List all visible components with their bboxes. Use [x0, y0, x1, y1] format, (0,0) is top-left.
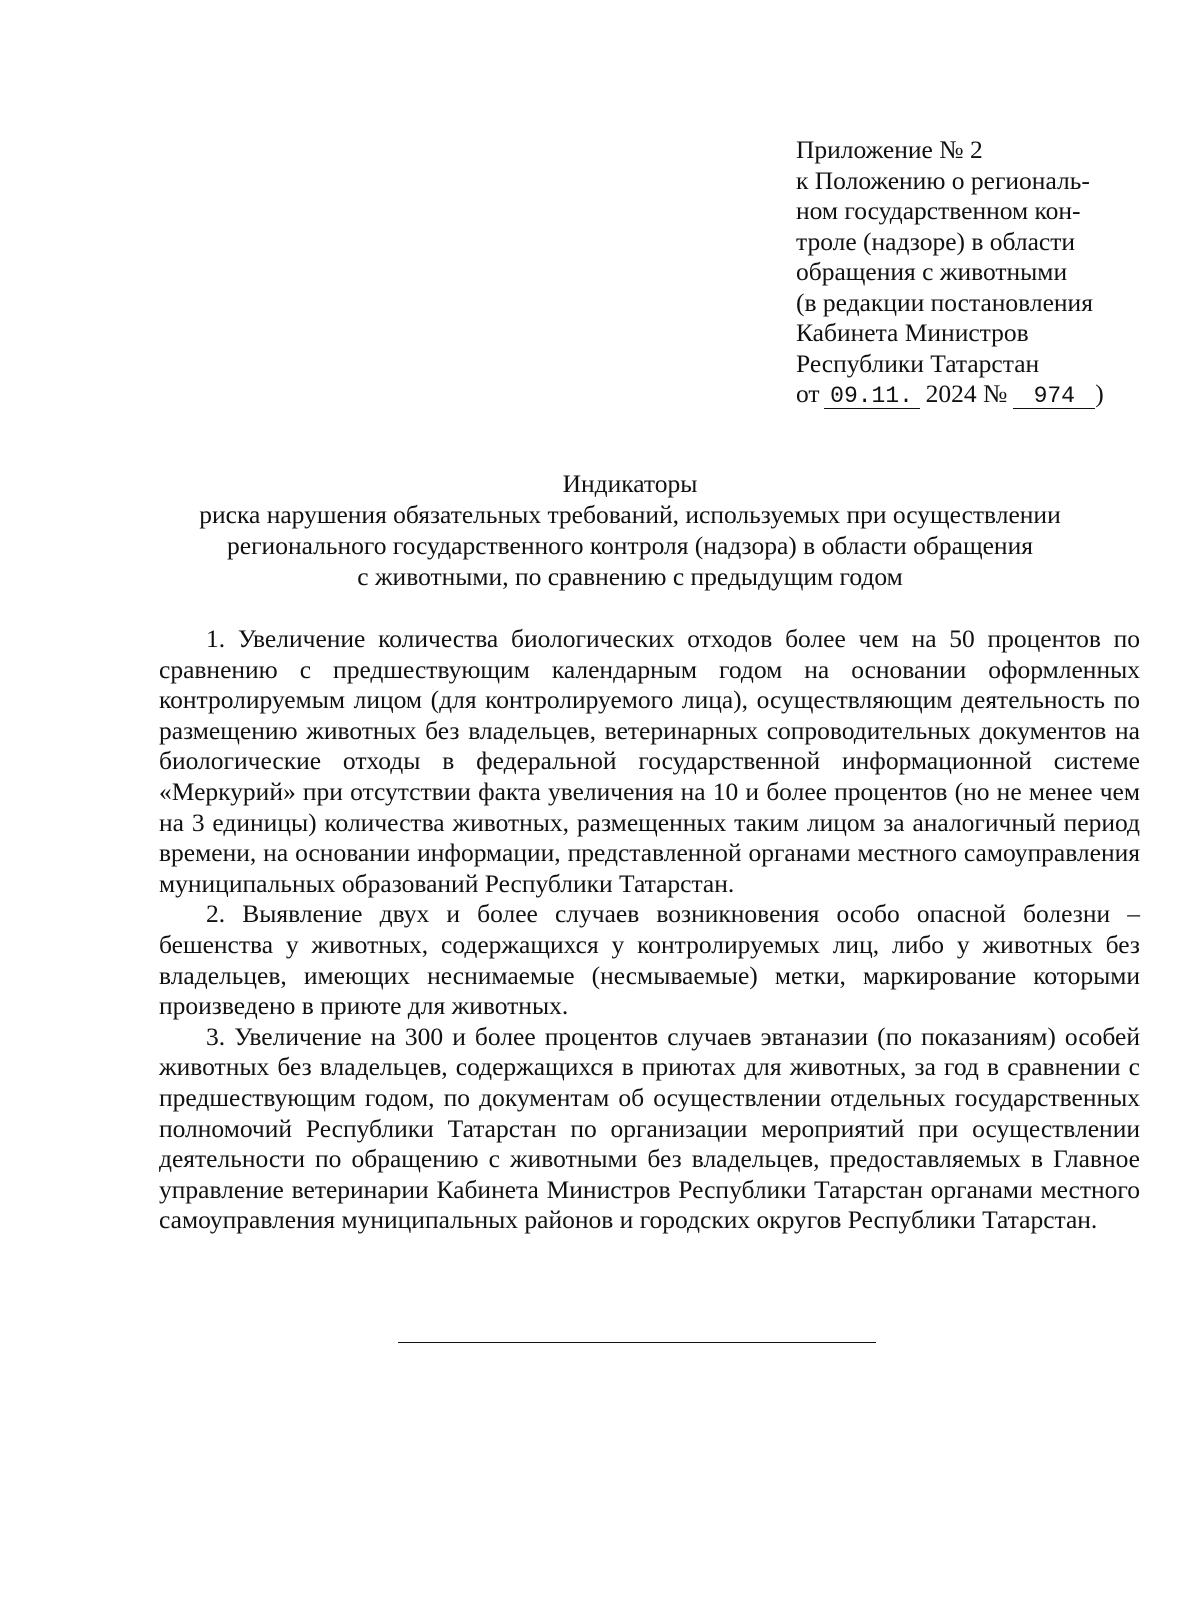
annex-line: Приложение № 2: [796, 135, 983, 164]
annex-header: [796, 135, 1156, 410]
annex-line: обращения с животными: [796, 257, 1068, 286]
annex-date-line: [796, 379, 1156, 410]
title-heading: Индикаторы: [562, 469, 698, 498]
annex-line: Республики Татарстан: [796, 348, 1040, 378]
paragraph-2: 2. Выявление двух и более случаев возникновения особо опасной болезни – бешенства у животных, содержащихся у контролируемых лиц, либо у животных без владельцев, имеющих неснимаемые (несмываемые) метки, маркирование которыми произведено в приюте для животных.: [159, 899, 1140, 1021]
document-number: 974: [1013, 384, 1095, 409]
annex-line: ном государственном кон-: [796, 196, 1081, 225]
title-subtitle-line: риска нарушения обязательных требований, используемых при осуществлении: [199, 500, 1061, 529]
annex-line: троле (надзоре) в области: [796, 226, 1076, 256]
date-value: 09.11.: [824, 384, 920, 409]
year: 2024: [925, 379, 977, 408]
number-sign: №: [982, 379, 1008, 408]
document-title: [120, 468, 1140, 592]
paragraph-3: 3. Увеличение на 300 и более процентов случаев эвтаназии (по показаниям) особей животных без владельцев, содержащихся в приютах для животных, за год в сравнении с предшествующим годом, по документам об осуществлении отдельных государственных полномочий Республики Татарстан по организации мероприятий при осуществлении деятельности по обращению с животными без владельцев, предоставляемых в Главное управление ветеринарии Кабинета Министров Республики Татарстан органами местного самоуправления муниципальных районов и городских округов Республики Татарстан.: [159, 1021, 1140, 1235]
annex-line: к Положению о региональ-: [796, 165, 1090, 195]
title-subtitle-line: регионального государственного контроля (надзора) в области обращения: [227, 531, 1033, 560]
document-body: [159, 624, 1140, 1236]
paragraph-1: 1. Увеличение количества биологических отходов более чем на 50 процентов по сравнению с предшествующим календарным годом на основании оформленных контролируемым лицом (для контролируемого лица), осуществляющим деятельность по размещению животных без владельцев, ветеринарных сопроводительных документов на биологические отходы в федеральной государственной информационной системе «Меркурий» при отсутствии факта увеличения на 10 и более процентов (но не менее чем на 3 единицы) количества животных, размещенных таким лицом за аналогичный период времени, на основании информации, представленной органами местного самоуправления муниципальных образований Республики Татарстан.: [159, 624, 1140, 898]
annex-line: Кабинета Министров: [796, 318, 1029, 347]
date-prefix: от: [796, 379, 820, 408]
closing-paren: ): [1095, 379, 1104, 408]
annex-line: (в редакции постановления: [796, 287, 1093, 317]
title-subtitle-line: с животными, по сравнению с предыдущим годом: [357, 562, 903, 591]
end-divider: [398, 1342, 876, 1343]
